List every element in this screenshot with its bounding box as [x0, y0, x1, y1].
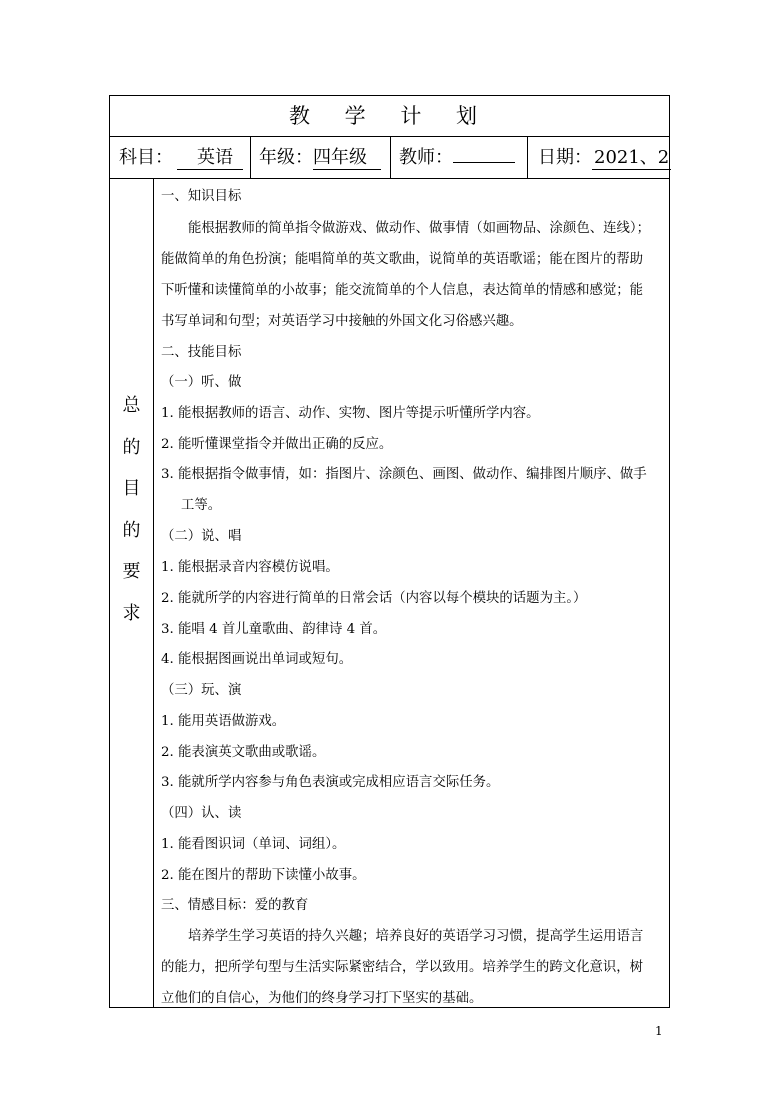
grade-cell: [259, 137, 381, 178]
subject-label: 科目：: [119, 147, 173, 168]
grade-value: 四年级: [313, 147, 381, 170]
list-item: 2. 能表演英文歌曲或歌谣。: [161, 745, 326, 760]
list-item: 1. 能根据教师的语言、动作、实物、图片等提示听懂所学内容。: [161, 406, 540, 421]
page-number: 1: [655, 1024, 663, 1038]
list-item: 1. 能用英语做游戏。: [161, 714, 286, 729]
side-column-divider: [153, 178, 154, 1007]
grade-label: 年级：: [259, 147, 313, 168]
list-item: 3. 能唱 4 首儿童歌曲、韵律诗 4 首。: [161, 622, 387, 637]
paragraph-line: 的能力，把所学句型与生活实际紧密结合，学以致用。培养学生的跨文化意识，树: [161, 960, 644, 975]
header-divider-2: [390, 136, 391, 178]
list-item-continuation: 工等。: [181, 498, 222, 513]
paragraph-line: 下听懂和读懂简单的小故事；能交流简单的个人信息，表达简单的情感和感觉；能: [161, 283, 644, 298]
teacher-label: 教师：: [399, 147, 453, 168]
list-item: 4. 能根据图画说出单词或短句。: [161, 652, 353, 667]
list-item: 1. 能根据录音内容模仿说唱。: [161, 560, 339, 575]
side-char: 要: [122, 561, 141, 583]
section-heading: 二、技能目标: [161, 345, 242, 360]
list-item: 1. 能看图识词（单词、词组）。: [161, 837, 346, 852]
list-item: 3. 能就所学内容参与角色表演或完成相应语言交际任务。: [161, 775, 500, 790]
header-divider-1: [250, 136, 251, 178]
side-char: 总: [122, 395, 141, 416]
teacher-cell: [399, 137, 515, 178]
subsection-heading: （一）听、做: [161, 375, 242, 390]
section-heading: 三、情感目标：爱的教育: [161, 898, 309, 913]
subject-cell: [119, 137, 243, 178]
page-title: 教 学 计 划: [288, 104, 492, 128]
date-label: 日期：: [538, 147, 592, 168]
table-divider-header: [109, 178, 670, 179]
list-item: 2. 能就所学的内容进行简单的日常会话（内容以每个模块的话题为主。）: [161, 591, 587, 606]
side-char: 的: [122, 519, 141, 541]
side-label: [110, 385, 153, 635]
paragraph-line: 立他们的自信心，为他们的终身学习打下坚实的基础。: [161, 991, 483, 1006]
list-item: 2. 能听懂课堂指令并做出正确的反应。: [161, 437, 393, 452]
date-value: 2021、2: [594, 147, 670, 168]
teacher-value: [453, 162, 515, 163]
date-cell: [538, 137, 671, 178]
paragraph-line: 培养学生学习英语的持久兴趣；培养良好的英语学习习惯，提高学生运用语言: [188, 929, 644, 944]
section-heading: 一、知识目标: [161, 189, 242, 204]
side-char: 求: [122, 602, 141, 624]
table-border-bottom: [109, 1007, 670, 1008]
header-divider-3: [527, 136, 528, 178]
paragraph-line: 能根据教师的简单指令做游戏、做动作、做事情（如画物品、涂颜色、连线）；: [188, 221, 650, 236]
paragraph-line: 能做简单的角色扮演；能唱简单的英文歌曲，说简单的英语歌谣；能在图片的帮助: [161, 252, 644, 267]
side-char: 目: [122, 478, 141, 500]
paragraph-line: 书写单词和句型；对英语学习中接触的外国文化习俗感兴趣。: [161, 314, 523, 329]
list-item: 3. 能根据指令做事情，如：指图片、涂颜色、画图、做动作、编排图片顺序、做手: [161, 467, 647, 482]
side-char: 的: [122, 436, 141, 458]
table-border-right: [669, 95, 670, 1008]
subject-value: 英语: [177, 147, 243, 170]
subsection-heading: （二）说、唱: [161, 529, 242, 544]
list-item: 2. 能在图片的帮助下读懂小故事。: [161, 868, 366, 883]
subsection-heading: （四）认、读: [161, 806, 242, 821]
subsection-heading: （三）玩、演: [161, 683, 242, 698]
